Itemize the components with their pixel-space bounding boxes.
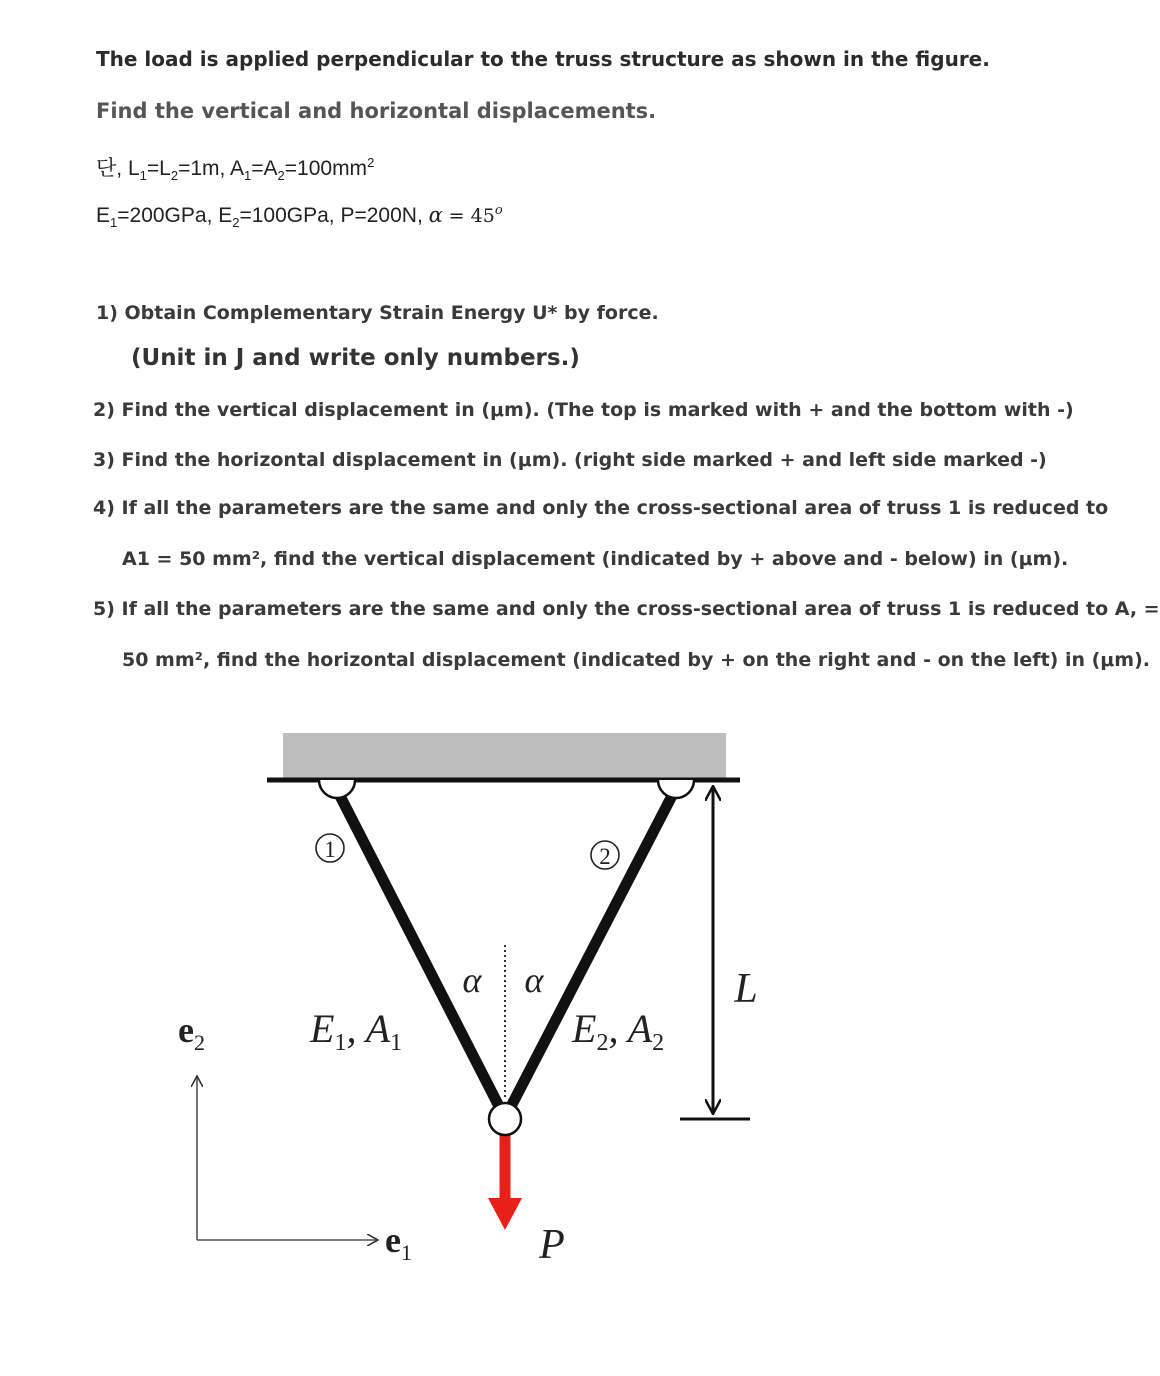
member-1-label: 1 [324,837,336,862]
given-a-val: =100mm [284,157,368,180]
m1-E-sub: 1 [334,1030,347,1056]
member-1 [337,790,505,1118]
given-e2-sub: 2 [232,215,240,231]
given-a1-sub: 1 [244,168,252,184]
given-a2-sub: 2 [277,168,285,184]
member-2-properties [571,1006,664,1056]
question-5a: 5) If all the parameters are the same and only the cross-sectional area of truss 1 is reduced to A, = [93,598,1160,620]
pin-support-1 [319,780,355,798]
given-l2-sub: 2 [170,168,179,184]
load-arrow-head [488,1198,522,1230]
given-alpha-val: = 45 [448,205,495,227]
pin-support-2 [658,780,694,798]
joint-node [489,1103,521,1135]
member-2-label: 2 [599,844,611,869]
question-1-unit: (Unit in J and write only numbers.) [131,345,580,371]
load-label: P [539,1222,565,1268]
given-e2-val: =100GPa, P=200N, [239,204,423,227]
ceiling-support [283,733,726,778]
intro-line-1: The load is applied perpendicular to the truss structure as shown in the figure. [96,47,990,71]
intro-line-2: Find the vertical and horizontal displacements. [96,99,657,123]
question-3: 3) Find the horizontal displacement in (μm). (right side marked + and left side marked -) [93,449,1047,471]
m2-A-sub: 2 [652,1030,665,1056]
length-label: L [734,966,758,1012]
given-a-sup: 2 [367,155,375,170]
question-2: 2) Find the vertical displacement in (μm). (The top is marked with + and the bottom with -) [93,399,1074,421]
axis-e1-label [385,1220,412,1265]
question-4a: 4) If all the parameters are the same and only the cross-sectional area of truss 1 is reduced to [93,497,1109,519]
axis-e1-base: e [385,1220,401,1260]
given-alpha: α [428,203,443,227]
m1-A: , A [346,1006,391,1051]
given-e-pre: E [96,204,111,227]
m1-E: E [310,1006,335,1051]
member-2 [505,790,675,1118]
given-l-eq: =L [146,157,171,180]
m2-E: E [572,1006,597,1051]
member-1-properties [309,1006,402,1056]
m1-A-sub: 1 [390,1030,403,1056]
alpha-right-label: α [524,960,544,1000]
question-1: 1) Obtain Complementary Strain Energy U* by force. [96,302,659,324]
m2-E-sub: 2 [596,1030,609,1056]
alpha-left-label: α [462,960,482,1000]
given-l-val: =1m, A [178,157,245,180]
given-degree: o [494,203,503,218]
axis-e2-base: e [178,1010,194,1050]
axis-e2-sub: 2 [193,1030,205,1055]
question-5b: 50 mm², find the horizontal displacement (indicated by + on the right and - on the left) in (μm). [122,649,1150,671]
axis-e1-sub: 1 [400,1240,412,1265]
given-prefix: 단, L [96,157,140,180]
given-e1-val: =200GPa, E [117,204,233,227]
axis-e2-label [178,1010,205,1055]
m2-A: , A [608,1006,653,1051]
given-e1-sub: 1 [110,215,118,231]
question-4b: A1 = 50 mm², find the vertical displacement (indicated by + above and - below) in (μm). [122,548,1069,570]
given-l1-sub: 1 [139,168,147,184]
given-a-eq: =A [251,157,278,180]
